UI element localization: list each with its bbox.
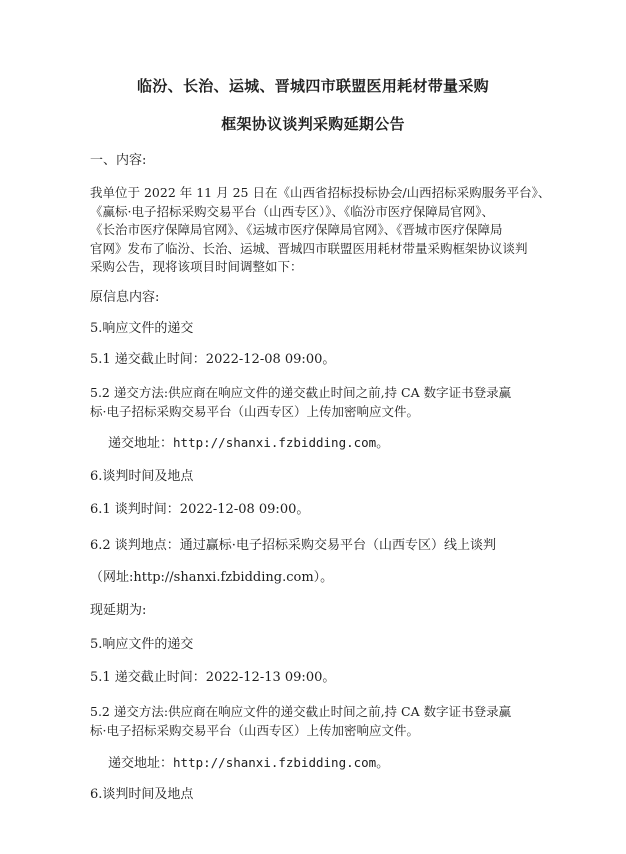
original-website: （网址:http://shanxi.fzbidding.com）。 xyxy=(90,570,334,585)
intro-line: 《赢标·电子招标采购交易平台（山西专区）》、《临汾市医疗保障局官网》、 xyxy=(90,203,494,219)
extended-heading: 现延期为: xyxy=(90,603,147,618)
extended-item-5-2-line: 5.2 递交方法:供应商在响应文件的递交截止时间之前,持 CA 数字证书登录赢 xyxy=(90,704,512,719)
section-heading-content: 一、内容: xyxy=(90,153,147,168)
original-item-6: 6.谈判时间及地点 xyxy=(90,469,194,484)
intro-paragraph xyxy=(90,184,550,277)
original-item-6-1: 6.1 谈判时间：2022-12-08 09:00。 xyxy=(90,502,310,517)
original-submit-address xyxy=(108,435,389,452)
intro-line: 我单位于 2022 年 11 月 25 日在《山西省招标投标协会/山西招标采购服务平台》、 xyxy=(90,185,551,200)
intro-line: 采购公告，现将该项目时间调整如下： xyxy=(90,259,303,274)
intro-line: 官网》发布了临汾、长治、运城、晋城四市联盟医用耗材带量采购框架协议谈判 xyxy=(90,240,528,256)
original-info-heading: 原信息内容: xyxy=(90,290,160,305)
original-item-5-1: 5.1 递交截止时间：2022-12-08 09:00。 xyxy=(90,352,336,367)
extended-item-5-2 xyxy=(90,703,550,740)
original-item-5: 5.响应文件的递交 xyxy=(90,321,194,336)
address-label: 递交地址： xyxy=(108,756,174,771)
original-item-5-2 xyxy=(90,384,550,421)
address-url: http://shanxi.fzbidding.com。 xyxy=(173,755,389,770)
title-line-2: 框架协议谈判采购延期公告 xyxy=(221,115,405,133)
title-line-1: 临汾、长治、运城、晋城四市联盟医用耗材带量采购 xyxy=(137,77,489,95)
extended-item-5: 5.响应文件的递交 xyxy=(90,637,194,652)
extended-item-5-1: 5.1 递交截止时间：2022-12-13 09:00。 xyxy=(90,670,336,685)
address-label: 递交地址： xyxy=(108,436,174,451)
address-url: http://shanxi.fzbidding.com。 xyxy=(173,435,389,450)
original-item-5-2-line: 5.2 递交方法:供应商在响应文件的递交截止时间之前,持 CA 数字证书登录赢 xyxy=(90,385,512,400)
extended-item-6: 6.谈判时间及地点 xyxy=(90,787,194,802)
original-item-5-2-line: 标·电子招标采购交易平台（山西专区）上传加密响应文件。 xyxy=(90,403,419,419)
original-item-6-2: 6.2 谈判地点：通过赢标·电子招标采购交易平台（山西专区）线上谈判 xyxy=(90,538,496,553)
extended-submit-address xyxy=(108,755,389,772)
extended-item-5-2-line: 标·电子招标采购交易平台（山西专区）上传加密响应文件。 xyxy=(90,722,419,738)
intro-line: 《长治市医疗保障局官网》、《运城市医疗保障局官网》、《晋城市医疗保障局 xyxy=(90,222,503,237)
